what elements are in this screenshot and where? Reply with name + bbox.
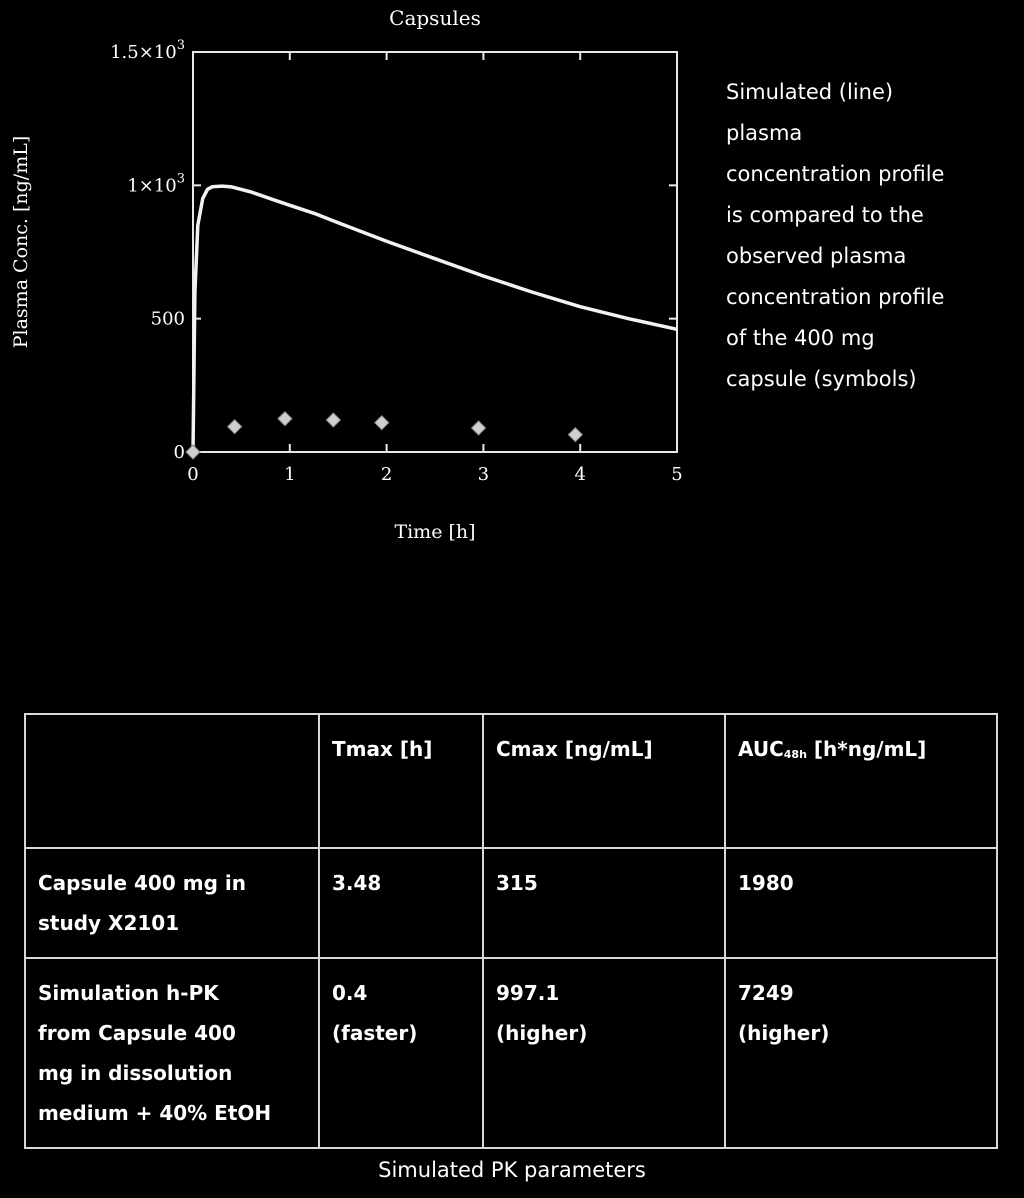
observed-point: [472, 421, 486, 435]
chart-title: Capsules: [389, 6, 481, 30]
caption-line: concentration profile: [726, 285, 945, 309]
x-tick-label: 2: [380, 464, 393, 485]
caption-line: of the 400 mg: [726, 326, 875, 350]
cmax-cell: [483, 958, 725, 1148]
x-tick-label: 0: [187, 464, 199, 485]
table-caption: Simulated PK parameters: [378, 1158, 646, 1182]
auc-note: (higher): [738, 1021, 830, 1045]
row-label-line: Simulation h-PK: [38, 981, 219, 1005]
auc-value: 7249: [738, 981, 794, 1005]
cmax-value: 315: [496, 871, 538, 895]
row-label-line: from Capsule 400: [38, 1021, 236, 1045]
caption-line: capsule (symbols): [726, 367, 917, 391]
observed-point: [278, 412, 292, 426]
tmax-cell: [319, 848, 483, 958]
table-row: [25, 958, 997, 1148]
caption-line: plasma: [726, 121, 803, 145]
y-tick-label: $1\times 10^3$: [127, 171, 185, 197]
chart-canvas: [0, 0, 700, 560]
simulated-line: [193, 186, 677, 452]
header-cmax: Cmax [ng/mL]: [483, 714, 725, 848]
row-label-cell: [25, 848, 319, 958]
table-header-row: [25, 714, 997, 848]
auc-subscript: 48h: [783, 748, 807, 761]
table-row: [25, 848, 997, 958]
caption-line: is compared to the: [726, 203, 924, 227]
cmax-value: 997.1: [496, 981, 560, 1005]
header-tmax: Tmax [h]: [319, 714, 483, 848]
auc-unit: [h*ng/mL]: [806, 737, 927, 761]
y-tick-label: $1.5\times 10^3$: [110, 38, 185, 63]
auc-value: 1980: [738, 871, 794, 895]
pk-parameters-table: [24, 713, 998, 1149]
observed-point: [568, 428, 582, 442]
auc-cell: [725, 958, 997, 1148]
auc-label: AUC: [738, 737, 784, 761]
cmax-cell: [483, 848, 725, 958]
caption-line: Simulated (line): [726, 80, 894, 104]
row-label-line: study X2101: [38, 911, 180, 935]
y-axis-label: Plasma Conc. [ng/mL]: [10, 135, 32, 349]
observed-point: [186, 445, 200, 459]
x-tick-label: 1: [284, 464, 296, 485]
y-tick-label: 500: [150, 308, 185, 330]
x-tick-label: 4: [574, 464, 586, 485]
tmax-value: 3.48: [332, 871, 382, 895]
caption-line: concentration profile: [726, 162, 945, 186]
cmax-note: (higher): [496, 1021, 588, 1045]
header-auc: [725, 714, 997, 848]
row-label-line: mg in dissolution: [38, 1061, 233, 1085]
row-label-line: Capsule 400 mg in: [38, 871, 246, 895]
observed-point: [326, 413, 340, 427]
observed-point: [375, 416, 389, 430]
x-axis-label: Time [h]: [394, 521, 476, 543]
header-empty-cell: [25, 714, 319, 848]
tmax-value: 0.4: [332, 981, 368, 1005]
observed-point: [228, 420, 242, 434]
tmax-cell: [319, 958, 483, 1148]
plasma-concentration-chart: [0, 0, 700, 560]
caption-line: observed plasma: [726, 244, 907, 268]
row-label-line: medium + 40% EtOH: [38, 1101, 272, 1125]
chart-caption: [726, 72, 1016, 400]
x-tick-label: 3: [477, 464, 490, 485]
pk-parameters-table-wrap: [24, 713, 998, 1149]
tmax-note: (faster): [332, 1021, 418, 1045]
x-tick-label: 5: [671, 464, 683, 485]
row-label-cell: [25, 958, 319, 1148]
y-tick-label: 0: [173, 442, 185, 463]
auc-cell: [725, 848, 997, 958]
plot-frame: [193, 52, 677, 452]
